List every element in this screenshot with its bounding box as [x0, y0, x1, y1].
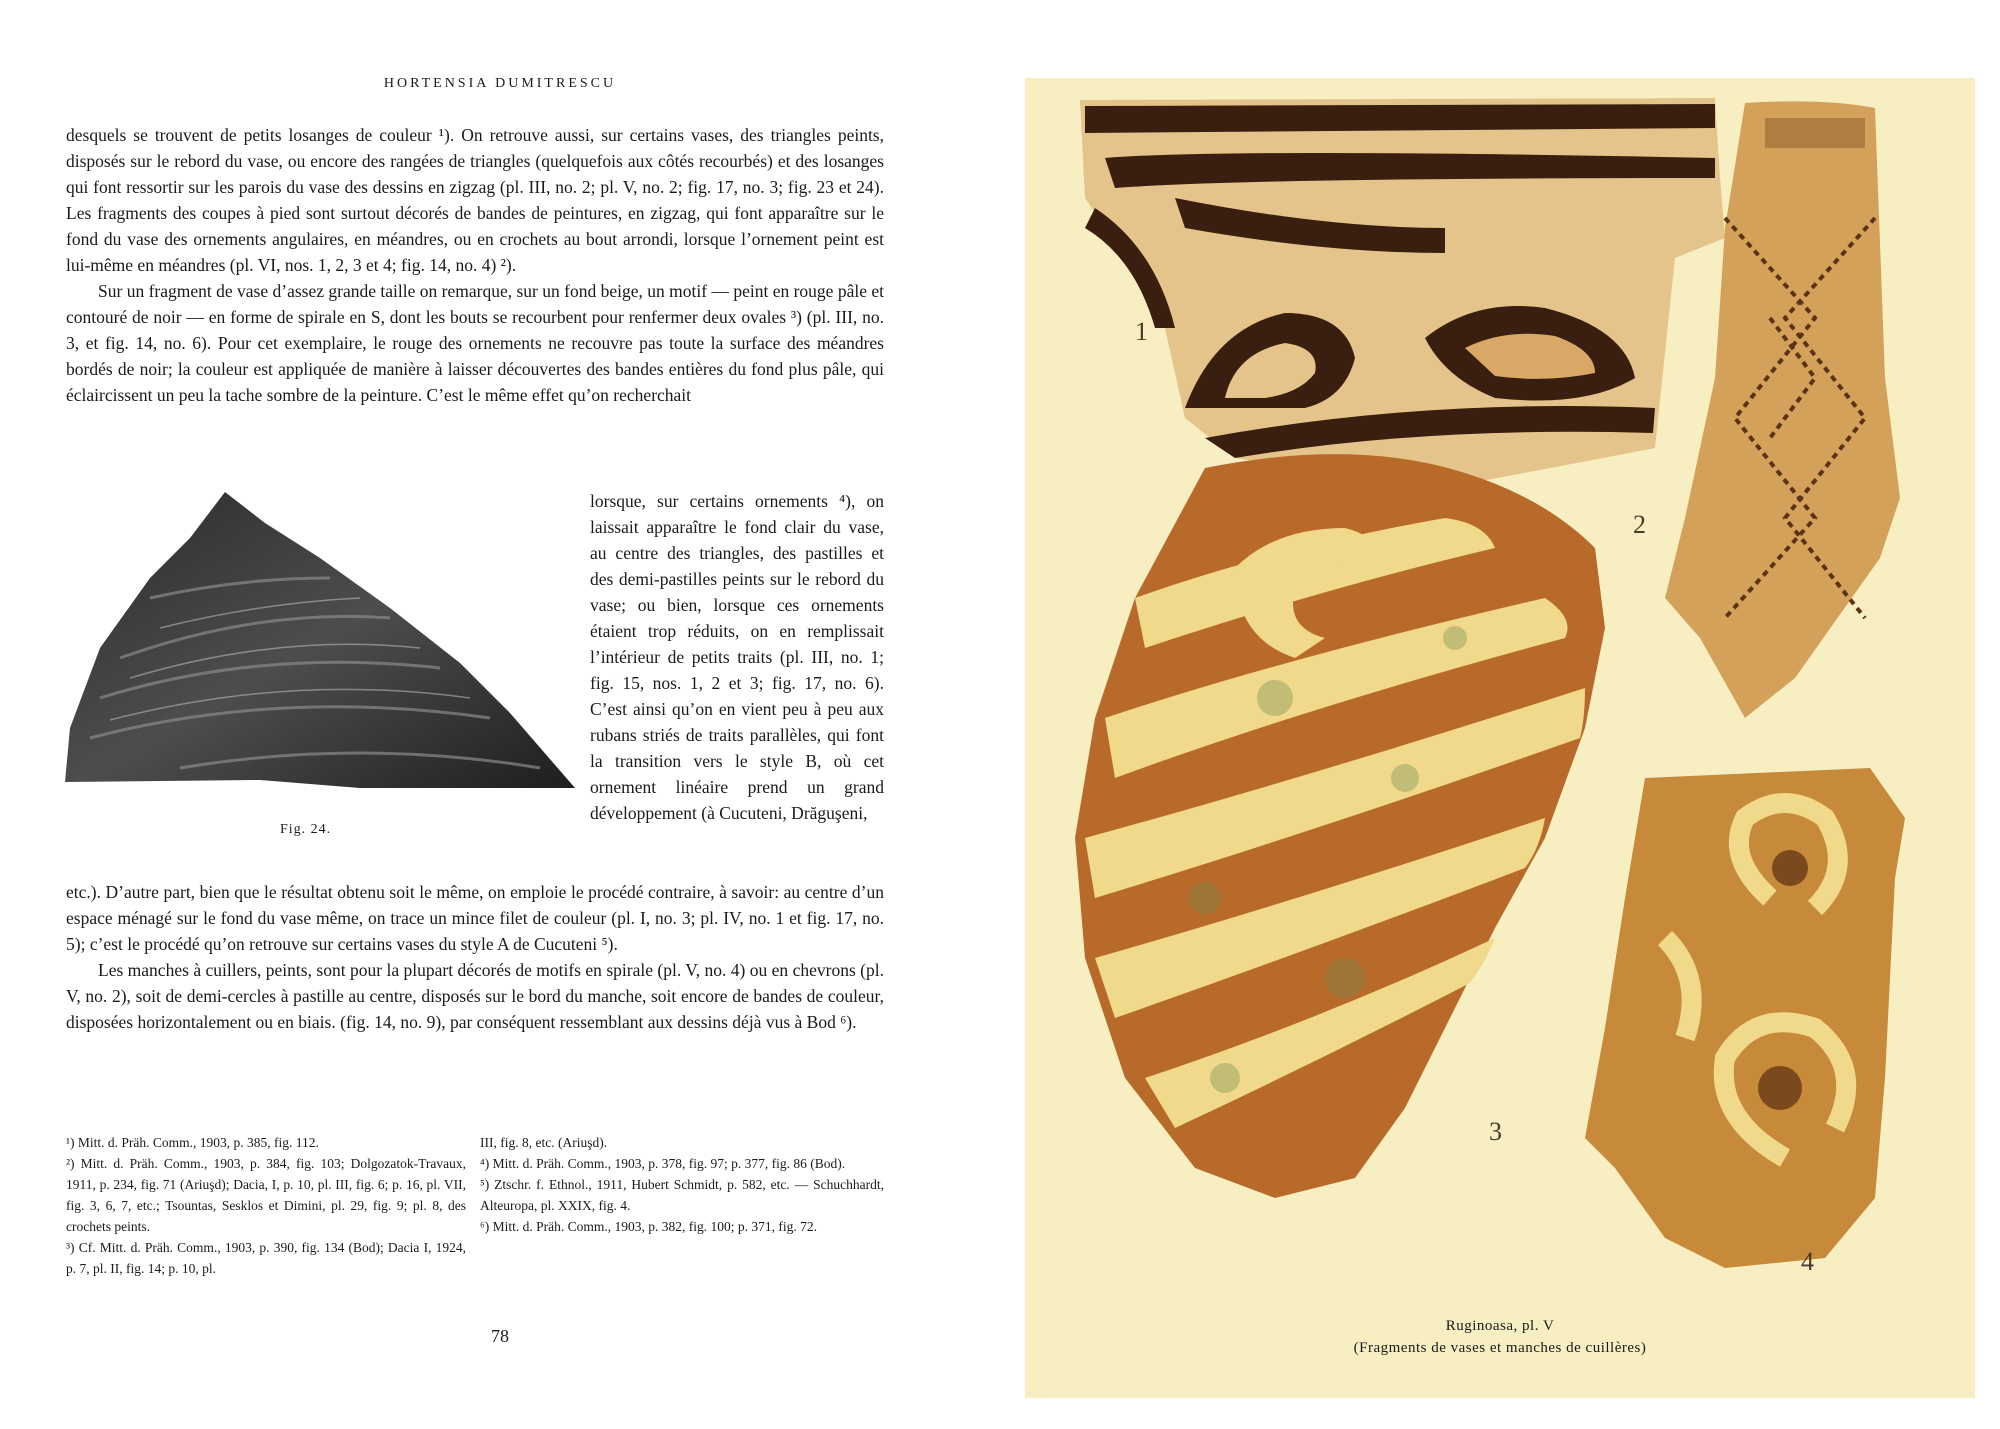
- paragraph-1: desquels se trouvent de petits losanges de couleur ¹). On retrouve aussi, sur certains vases, des triangles peints, disposés sur le rebord du vase, ou encore des rangées de triangles (quelquefois aux côtés recourbés) et des losanges qui font ressortir sur les parois du vase des dessins en zigzag (pl. III, no. 2; pl. V, no. 2; fig. 17, no. 3; fig. 23 et 24). Les fragments des coupes à pied sont surtout décorés de bandes de peintures, en zigzag, qui font apparaître sur le fond du vase des ornements angulaires, en méandres, ou en crochets au bout arrondi, lorsque l’ornement peint est lui-même en méandres (pl. VI, nos. 1, 2, 3 et 4; fig. 14, no. 4) ²).: [66, 125, 884, 275]
- fragment-3: [1075, 454, 1605, 1198]
- page-number: 78: [491, 1326, 509, 1346]
- wrap-text: lorsque, sur certains ornements ⁴), on laissait apparaître le fond clair du vase, au centre des triangles, des pastilles et des demi-pastilles peints sur le rebord du vase; ou bien, lorsque ces ornements étaient trop réduits, on en remplissait l’intérieur de petits traits (pl. III, no. 1; fig. 15, nos. 1, 2 et 3; fig. 17, no. 6). C’est ainsi qu’on en vient peu à peu aux rubans striés de traits parallèles, qui font la transition vers le style B, où cet ornement linéaire prend un grand développement (à Cucuteni, Drăguşeni,: [590, 491, 884, 823]
- color-plate: [1025, 78, 1975, 1398]
- fragment-label-4: 4: [1801, 1247, 1814, 1276]
- fragment-label-3: 3: [1489, 1117, 1502, 1146]
- footnote-1: ¹) Mitt. d. Präh. Comm., 1903, p. 385, fig. 112.: [66, 1135, 319, 1150]
- wrap-text-column: [590, 488, 884, 826]
- body-text-top: [66, 122, 884, 408]
- fragment-label-1: 1: [1135, 317, 1148, 346]
- plate-caption: [0, 1315, 2000, 1359]
- plate-caption-line2: (Fragments de vases et manches de cuillères): [1353, 1340, 1647, 1356]
- plate-illustration: [1025, 78, 1975, 1398]
- footnotes-left: [66, 1132, 466, 1279]
- footnote-5: ⁵) Ztschr. f. Ethnol., 1911, Hubert Schmidt, p. 582, etc. — Schuchhardt, Alteuropa, pl. XXIX, fig. 4.: [480, 1177, 884, 1213]
- footnotes-right: [480, 1132, 884, 1237]
- footnote-4: ⁴) Mitt. d. Präh. Comm., 1903, p. 378, fig. 97; p. 377, fig. 86 (Bod).: [480, 1156, 846, 1171]
- footnote-3-cont: III, fig. 8, etc. (Ariuşd).: [480, 1135, 608, 1150]
- footnote-2: ²) Mitt. d. Präh. Comm., 1903, p. 384, fig. 103; Dolgozatok-Travaux, 1911, p. 234, fig. 71 (Ariuşd); Dacia, I, p. 10, pl. III, fig. 6; p. 16, pl. VII, fig. 3, 6, 7, etc.; Tsountas, Sesklos et Dimini, pl. 29, fig. 9; pl. 8, des crochets peints.: [66, 1156, 466, 1234]
- body-text-bottom: [66, 879, 884, 1035]
- figure-24-caption: Fig. 24.: [280, 822, 332, 837]
- footnote-3: ³) Cf. Mitt. d. Präh. Comm., 1903, p. 390, fig. 134 (Bod); Dacia I, 1924, p. 7, pl. II, fig. 14; p. 10, pl.: [66, 1240, 466, 1276]
- fragment-label-2: 2: [1633, 510, 1646, 539]
- paragraph-2: Sur un fragment de vase d’assez grande taille on remarque, sur un fond beige, un motif — peint en rouge pâle et contouré de noir — en forme de spirale en S, dont les bouts se recourbent pour renfermer deux ovales ³) (pl. III, no. 3, et fig. 14, no. 6). Pour cet exemplaire, le rouge des ornements ne recouvre pas toute la surface des méandres bordés de noir; la couleur est appliquée de manière à laisser découvertes des bandes entières du fond plus pâle, qui éclaircissent un peu la tache sombre de la peinture. C’est le même effet qu’on recherchait: [66, 281, 884, 405]
- running-head: HORTENSIA DUMITRESCU: [383, 76, 617, 91]
- plate-caption-line1: Ruginoasa, pl. V: [1445, 1318, 1555, 1334]
- figure-24-pottery-photo: [60, 488, 580, 788]
- paragraph-3: etc.). D’autre part, bien que le résultat obtenu soit le même, on emploie le procédé contraire, à savoir: au centre d’un espace ménagé sur le fond du vase même, on trace un mince filet de couleur (pl. I, no. 3; pl. IV, no. 1 et fig. 17, no. 5); c’est le procédé qu’on retrouve sur certains vases du style A de Cucuteni ⁵).: [66, 882, 884, 954]
- fragment-1: [1080, 98, 1725, 488]
- footnote-6: ⁶) Mitt. d. Präh. Comm., 1903, p. 382, fig. 100; p. 371, fig. 72.: [480, 1219, 817, 1234]
- paragraph-4: Les manches à cuillers, peints, sont pour la plupart décorés de motifs en spirale (pl. V, no. 4) ou en chevrons (pl. V, no. 2), soit de demi-cercles à pastille au centre, disposés sur le bord du manche, soit encore de bandes de couleur, disposées horizontalement ou en biais. (fig. 14, no. 9), par conséquent ressemblant aux dessins déjà vus à Bod ⁶).: [66, 960, 884, 1032]
- fragment-4: [1585, 768, 1905, 1268]
